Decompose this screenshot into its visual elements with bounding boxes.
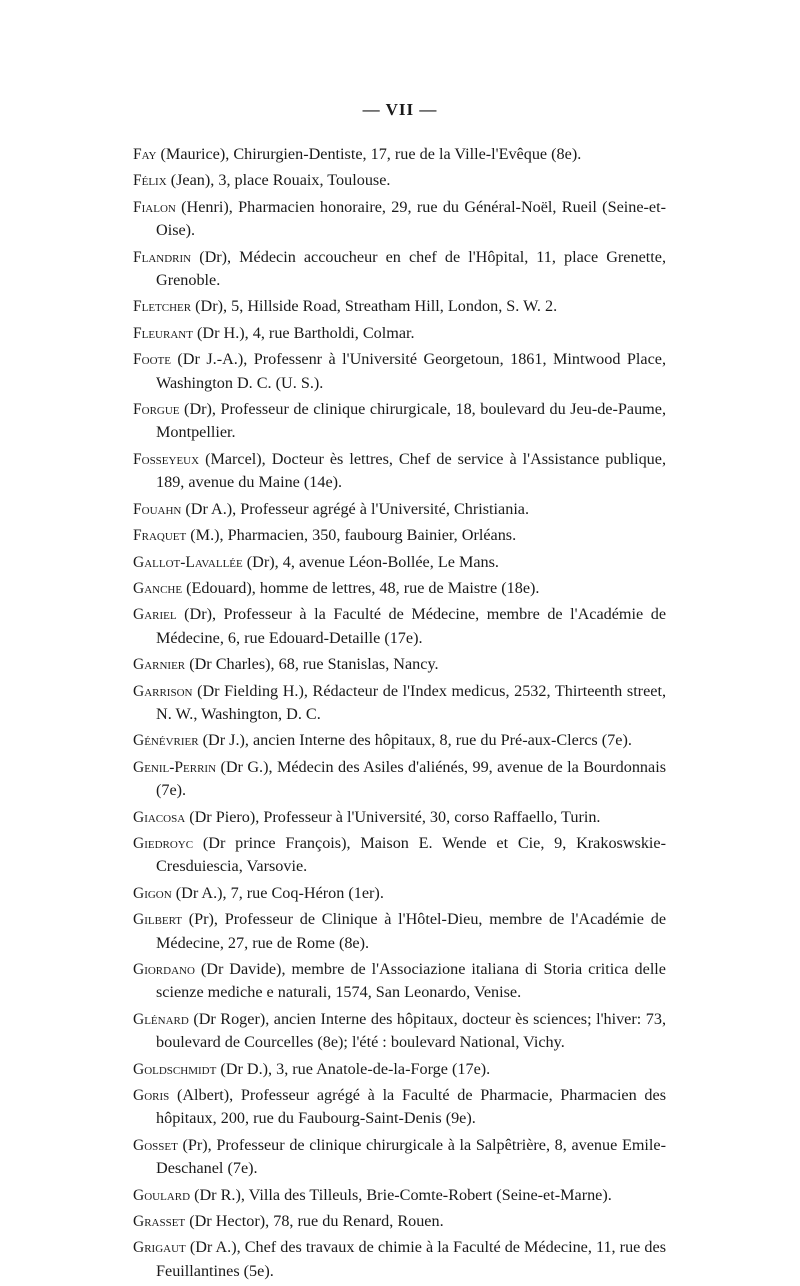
entry-name: Fosseyeux (133, 450, 200, 468)
directory-entry (133, 196, 666, 243)
directory-entry (133, 143, 666, 166)
entry-details: (Dr), Professeur de clinique chirurgicale, 18, boulevard du Jeu-de-Paume, Montpellier. (156, 400, 666, 442)
directory-entry (133, 246, 666, 293)
directory-entry (133, 806, 666, 829)
entry-details: (Dr Hector), 78, rue du Renard, Rouen. (185, 1212, 444, 1231)
entry-details: (Maurice), Chirurgien-Dentiste, 17, rue de la Ville-l'Evêque (8e). (156, 145, 582, 163)
directory-entry (133, 653, 666, 676)
directory-entry (133, 1084, 666, 1131)
entry-details: (Jean), 3, place Rouaix, Toulouse. (166, 171, 391, 190)
entry-details: (Albert), Professeur agrégé à la Faculté de Pharmacie, Pharmacien des hôpitaux, 200, rue du Faubourg-Saint-Denis (9e). (156, 1086, 666, 1128)
entry-name: Grasset (133, 1213, 186, 1231)
entry-details: (Dr prince François), Maison E. Wende et Cie, 9, Krakoswskie-Cresduiescia, Varsovie. (156, 833, 666, 876)
directory-entry (133, 1236, 666, 1283)
entry-name: Gosset (133, 1136, 178, 1154)
directory-list (133, 143, 666, 1286)
directory-entry (133, 908, 666, 955)
entry-name: Giedroyc (133, 834, 194, 852)
directory-entry (133, 1008, 666, 1055)
entry-name: Goris (133, 1087, 170, 1105)
entry-details: (Dr Piero), Professeur à l'Université, 30, corso Raffaello, Turin. (185, 807, 601, 826)
entry-details: (Dr D.), 3, rue Anatole-de-la-Forge (17e). (216, 1059, 491, 1078)
entry-details: (Edouard), homme de lettres, 48, rue de Maistre (18e). (182, 578, 540, 597)
directory-entry (133, 832, 666, 879)
entry-details: (Dr), 5, Hillside Road, Streatham Hill, London, S. W. 2. (191, 297, 558, 316)
directory-entry (133, 680, 666, 727)
directory-entry (133, 295, 666, 318)
entry-details: (Dr A.), 7, rue Coq-Héron (1er). (171, 883, 384, 902)
directory-entry (133, 756, 666, 803)
entry-details: (Dr R.), Villa des Tilleuls, Brie-Comte-Robert (Seine-et-Marne). (190, 1185, 612, 1204)
directory-entry (133, 524, 666, 547)
directory-entry (133, 958, 666, 1005)
entry-name: Ganche (133, 579, 183, 597)
directory-entry (133, 448, 666, 495)
directory-entry (133, 322, 666, 345)
directory-entry (133, 398, 666, 445)
entry-details: (Dr), Professeur à la Faculté de Médecine, membre de l'Académie de Médecine, 6, rue Edouard-Detaille (17e). (156, 605, 666, 647)
entry-details: (Dr Fielding H.), Rédacteur de l'Index medicus, 2532, Thirteenth street, N. W., Washington, D. C. (156, 681, 666, 723)
entry-name: Flandrin (133, 248, 192, 266)
entry-details: (Dr Charles), 68, rue Stanislas, Nancy. (185, 655, 439, 674)
entry-details: (Pr), Professeur de Clinique à l'Hôtel-Dieu, membre de l'Académie de Médecine, 27, rue de Rome (8e). (156, 910, 666, 952)
directory-entry (133, 729, 666, 752)
entry-name: Goulard (133, 1186, 191, 1204)
entry-name: Fletcher (133, 298, 192, 316)
directory-entry (133, 169, 666, 192)
entry-details: (Henri), Pharmacien honoraire, 29, rue du Général-Noël, Rueil (Seine-et-Oise). (156, 197, 666, 240)
directory-entry (133, 1134, 666, 1181)
entry-name: Foote (133, 351, 171, 369)
entry-name: Fraquet (133, 527, 187, 545)
entry-name: Goldschmidt (133, 1060, 217, 1078)
page-number: — VII — (362, 100, 438, 119)
entry-name: Forgue (133, 401, 180, 419)
entry-details: (Dr Davide), membre de l'Associazione italiana di Storia critica delle scienze mediche e naturali, 1574, San Leonardo, Venise. (156, 960, 666, 1002)
entry-details: (Dr J.-A.), Professenr à l'Université Georgetoun, 1861, Mintwood Place, Washington D. C. (U. S.). (156, 350, 666, 392)
entry-name: Garrison (133, 682, 193, 700)
entry-name: Grigaut (133, 1239, 186, 1257)
entry-name: Fleurant (133, 324, 193, 342)
entry-name: Garnier (133, 656, 186, 674)
entry-details: (Dr), 4, avenue Léon-Bollée, Le Mans. (242, 552, 499, 571)
entry-details: (Pr), Professeur de clinique chirurgicale à la Salpêtrière, 8, avenue Emile-Deschanel (7e). (156, 1135, 666, 1178)
entry-name: Giacosa (133, 808, 186, 826)
entry-details: (Dr A.), Professeur agrégé à l'Université, Christiania. (181, 499, 530, 518)
directory-entry (133, 882, 666, 905)
entry-name: Genil-Perrin (133, 758, 217, 776)
directory-entry (133, 1058, 666, 1081)
entry-name: Gigon (133, 884, 172, 902)
directory-entry (133, 1210, 666, 1233)
entry-name: Gariel (133, 606, 177, 624)
directory-entry (133, 551, 666, 574)
directory-entry (133, 577, 666, 600)
directory-entry (133, 348, 666, 395)
entry-details: (Dr Roger), ancien Interne des hôpitaux, docteur ès sciences; l'hiver: 73, boulevard de Courcelles (8e); l'été : boulevard National, Vichy. (156, 1009, 666, 1052)
directory-entry (133, 498, 666, 521)
directory-entry (133, 603, 666, 650)
entry-details: (Marcel), Docteur ès lettres, Chef de service à l'Assistance publique, 189, avenue du Maine (14e). (156, 449, 666, 492)
entry-name: Gallot-Lavallée (133, 553, 243, 571)
directory-entry (133, 1184, 666, 1207)
entry-name: Glénard (133, 1010, 189, 1028)
entry-details: (Dr H.), 4, rue Bartholdi, Colmar. (192, 323, 415, 342)
entry-details: (Dr G.), Médecin des Asiles d'aliénés, 99, avenue de la Bourdonnais (7e). (156, 757, 666, 800)
entry-name: Fay (133, 146, 157, 163)
entry-details: (Dr J.), ancien Interne des hôpitaux, 8, rue du Pré-aux-Clercs (7e). (198, 731, 632, 750)
entry-details: (Dr), Médecin accoucheur en chef de l'Hôpital, 11, place Grenette, Grenoble. (156, 247, 666, 290)
entry-name: Félix (133, 172, 167, 190)
entry-details: (M.), Pharmacien, 350, faubourg Bainier, Orléans. (186, 526, 517, 545)
entry-name: Fouahn (133, 500, 182, 518)
entry-details: (Dr A.), Chef des travaux de chimie à la Faculté de Médecine, 11, rue des Feuillantines (5e). (156, 1238, 666, 1280)
entry-name: Giordano (133, 961, 195, 978)
entry-name: Fialon (133, 198, 176, 216)
entry-name: Génévrier (133, 732, 199, 750)
entry-name: Gilbert (133, 911, 183, 929)
